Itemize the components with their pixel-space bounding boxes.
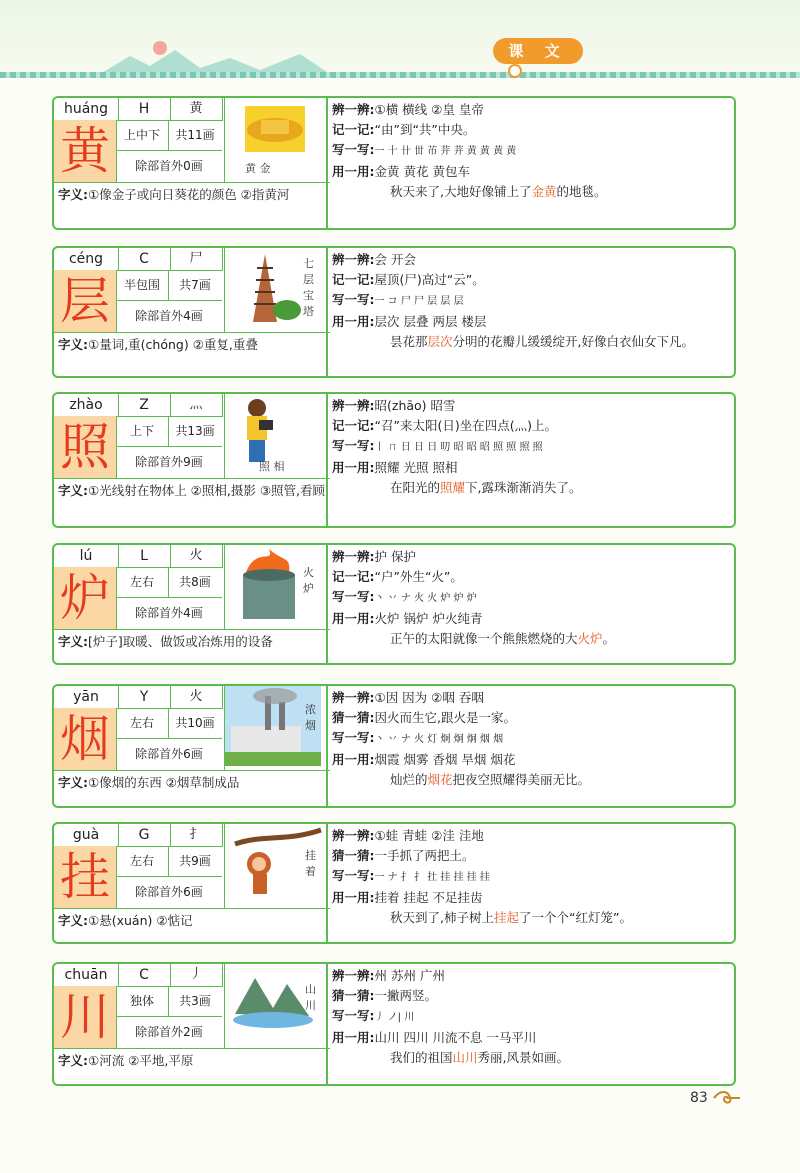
- main-character: 川: [54, 986, 117, 1048]
- exercise-key: 用一用:: [332, 752, 375, 767]
- exercise-key: 猜一猜:: [332, 988, 375, 1003]
- meaning: [54, 182, 330, 207]
- char-card: [52, 822, 736, 944]
- exercise-row: [332, 162, 730, 182]
- exercise-key: 写一写:: [332, 142, 375, 157]
- meaning-text: ①河流 ②平地,平原: [88, 1053, 194, 1068]
- exercise-value: 照耀 光照 照相: [374, 460, 458, 475]
- meaning: [54, 908, 330, 933]
- exercise-row: [332, 436, 730, 458]
- radical: 丿: [170, 964, 223, 987]
- exercise-key: 用一用:: [332, 890, 375, 905]
- exercise-panel: [332, 826, 730, 928]
- page-number: 83: [690, 1090, 708, 1106]
- sentence-highlight: 挂起: [493, 910, 519, 925]
- exercise-key: 辨一辨:: [332, 828, 375, 843]
- sentence-start: 秋天来了,大地好像铺上了: [390, 184, 532, 199]
- exercise-row: [332, 458, 730, 478]
- exercise-value: 护 保护: [374, 549, 416, 564]
- meaning-label: 字义:: [58, 187, 88, 202]
- illustration-label: 黄 金: [245, 162, 271, 175]
- char-info-panel: [54, 248, 328, 376]
- char-card: [52, 684, 736, 808]
- example-sentence: [332, 629, 730, 649]
- swirl-icon: [712, 1090, 742, 1106]
- initial-letter: Y: [118, 686, 171, 709]
- main-character: 黄: [54, 120, 117, 182]
- sentence-start: 在阳光的: [390, 480, 441, 495]
- meaning-label: 字义:: [58, 913, 88, 928]
- exercise-value: 屋顶(尸)高过“云”。: [374, 272, 485, 287]
- strokes-excluding-radical: 除部首外9画: [135, 455, 203, 469]
- strokes-excluding-radical: 除部首外6画: [135, 747, 203, 761]
- meaning-label: 字义:: [58, 634, 88, 649]
- exercise-row: [332, 290, 730, 312]
- exercise-value: 层次 层叠 两层 楼层: [374, 314, 487, 329]
- structure: 上中下: [116, 120, 169, 151]
- char-info-panel: [54, 545, 328, 663]
- sentence-start: 正午的太阳就像一个熊熊燃烧的大: [390, 631, 578, 646]
- exercise-value: 因火而生它,跟火是一家。: [374, 710, 516, 725]
- strokes-excluding-radical: 除部首外6画: [135, 885, 203, 899]
- exercise-value: 会 开会: [374, 252, 416, 267]
- exercise-row: [332, 547, 730, 567]
- stroke-order: 丨 ㄇ 日 日 日 旫 昭 昭 昭 照 照 照 照: [374, 442, 543, 453]
- main-character: 烟: [54, 708, 117, 770]
- exercise-row: [332, 866, 730, 888]
- exercise-key: 用一用:: [332, 460, 375, 475]
- exercise-key: 辨一辨:: [332, 398, 375, 413]
- exercise-value: “由”到“共”中央。: [374, 122, 476, 137]
- meaning: [54, 1048, 330, 1073]
- exercise-key: 记一记:: [332, 272, 375, 287]
- sentence-end: 的地毯。: [556, 184, 607, 199]
- sentence-highlight: 层次: [427, 334, 453, 349]
- exercise-row: [332, 587, 730, 609]
- initial-letter: C: [118, 248, 171, 271]
- meaning-text: ①像烟的东西 ②烟草制成品: [88, 775, 240, 790]
- exercise-row: [332, 396, 730, 416]
- strokes-excluding-radical: 除部首外0画: [135, 159, 203, 173]
- illustration: [224, 964, 327, 1048]
- exercise-row: [332, 728, 730, 750]
- initial-letter: L: [118, 545, 171, 568]
- stroke-order: 丶 丷 ナ 火 火 炉 炉 炉: [374, 593, 477, 604]
- pinyin: chuān: [54, 964, 119, 987]
- meaning: [54, 770, 330, 795]
- initial-letter: H: [118, 98, 171, 121]
- radical: 火: [170, 686, 223, 709]
- radical: 尸: [170, 248, 223, 271]
- exercise-value: ①横 横线 ②皇 皇帝: [374, 102, 484, 117]
- meaning-text: [炉子]取暖、做饭或冶炼用的设备: [88, 634, 273, 649]
- char-info-panel: [54, 686, 328, 806]
- exercise-panel: [332, 250, 730, 352]
- char-info-panel: [54, 824, 328, 942]
- exercise-panel: [332, 688, 730, 790]
- radical: 黄: [170, 98, 223, 121]
- pinyin: céng: [54, 248, 119, 271]
- exercise-key: 辨一辨:: [332, 690, 375, 705]
- illustration: [224, 98, 327, 182]
- stroke-order: 丶 丷 ナ 火 灯 炯 炯 炯 烟 烟: [374, 734, 504, 745]
- example-sentence: [332, 908, 730, 928]
- main-character: 照: [54, 416, 117, 478]
- char-card: [52, 392, 736, 528]
- exercise-panel: [332, 966, 730, 1068]
- sentence-highlight: 金黄: [531, 184, 557, 199]
- char-card: [52, 96, 736, 230]
- exercise-row: [332, 1028, 730, 1048]
- exercise-key: 记一记:: [332, 569, 375, 584]
- exercise-value: “召”来太阳(日)坐在四点(灬)上。: [374, 418, 557, 433]
- exercise-row: [332, 846, 730, 866]
- meaning-label: 字义:: [58, 775, 88, 790]
- exercise-key: 记一记:: [332, 122, 375, 137]
- exercise-row: [332, 750, 730, 770]
- pinyin: yān: [54, 686, 119, 709]
- strokes-excluding-radical: 除部首外2画: [135, 1025, 203, 1039]
- illustration-label: 挂着: [305, 849, 316, 878]
- exercise-row: [332, 567, 730, 587]
- illustration: [224, 545, 327, 629]
- sentence-highlight: 火炉: [577, 631, 603, 646]
- exercise-value: ①蛙 青蛙 ②洼 洼地: [374, 828, 484, 843]
- stroke-count: 共3画: [168, 986, 222, 1017]
- structure: 左右: [116, 567, 169, 598]
- exercise-key: 辨一辨:: [332, 252, 375, 267]
- example-sentence: [332, 1048, 730, 1068]
- radical: 火: [170, 545, 223, 568]
- exercise-key: 写一写:: [332, 1008, 375, 1023]
- exercise-value: ①因 因为 ②咽 吞咽: [374, 690, 484, 705]
- stroke-order: 一 十 卄 丗 芇 茾 茾 黄 黄 黄 黄: [374, 146, 517, 157]
- main-character: 挂: [54, 846, 117, 908]
- pinyin: lú: [54, 545, 119, 568]
- illustration: [224, 394, 327, 478]
- exercise-row: [332, 688, 730, 708]
- sentence-end: 。: [602, 631, 616, 646]
- stroke-count: 共13画: [168, 416, 222, 447]
- main-character: 层: [54, 270, 117, 332]
- main-character: 炉: [54, 567, 117, 629]
- exercise-row: [332, 120, 730, 140]
- exercise-row: [332, 888, 730, 908]
- illustration-label: 七层宝塔: [303, 257, 314, 318]
- exercise-key: 用一用:: [332, 611, 375, 626]
- structure: 半包围: [116, 270, 169, 301]
- sentence-start: 昙花那: [390, 334, 428, 349]
- exercise-key: 写一写:: [332, 730, 375, 745]
- illustration-label: 浓烟: [305, 703, 316, 732]
- exercise-panel: [332, 396, 730, 498]
- meaning: [54, 629, 330, 654]
- stroke-count: 共11画: [168, 120, 222, 151]
- illustration: [224, 248, 327, 332]
- meaning-label: 字义:: [58, 1053, 88, 1068]
- meaning-text: ①光线射在物体上 ②照相,摄影 ③照管,看顾: [88, 483, 326, 498]
- meaning-label: 字义:: [58, 337, 88, 352]
- initial-letter: C: [118, 964, 171, 987]
- stroke-count: 共9画: [168, 846, 222, 877]
- sentence-start: 秋天到了,柿子树上: [390, 910, 494, 925]
- exercise-row: [332, 986, 730, 1006]
- sentence-end: 了一个个“红灯笼”。: [519, 910, 632, 925]
- exercise-key: 写一写:: [332, 438, 375, 453]
- exercise-key: 辨一辨:: [332, 102, 375, 117]
- tab-marker-icon: [508, 64, 522, 78]
- initial-letter: Z: [118, 394, 171, 417]
- char-info-panel: [54, 98, 328, 228]
- exercise-key: 写一写:: [332, 868, 375, 883]
- strokes-excluding-radical: 除部首外4画: [135, 606, 203, 620]
- sentence-start: 灿烂的: [390, 772, 428, 787]
- meaning: [54, 332, 330, 357]
- exercise-row: [332, 826, 730, 846]
- char-card: [52, 543, 736, 665]
- exercise-key: 猜一猜:: [332, 848, 375, 863]
- exercise-row: [332, 1006, 730, 1028]
- sentence-highlight: 烟花: [427, 772, 453, 787]
- exercise-value: 昭(zhāo) 昭雪: [374, 398, 456, 413]
- exercise-row: [332, 416, 730, 436]
- exercise-key: 用一用:: [332, 314, 375, 329]
- strokes-excluding-radical: 除部首外4画: [135, 309, 203, 323]
- sentence-end: 分明的花瓣儿缓缓绽开,好像白衣仙女下凡。: [452, 334, 695, 349]
- exercise-key: 记一记:: [332, 418, 375, 433]
- char-info-panel: [54, 964, 328, 1084]
- exercise-value: 州 苏州 广州: [374, 968, 445, 983]
- structure: 左右: [116, 846, 169, 877]
- exercise-key: 猜一猜:: [332, 710, 375, 725]
- pinyin: huáng: [54, 98, 119, 121]
- sentence-highlight: 山川: [452, 1050, 478, 1065]
- exercise-key: 写一写:: [332, 292, 375, 307]
- example-sentence: [332, 182, 730, 202]
- illustration-label: 火炉: [303, 566, 314, 595]
- exercise-row: [332, 708, 730, 728]
- meaning-text: ①量词,重(chóng) ②重复,重叠: [88, 337, 258, 352]
- exercise-value: 一手抓了两把土。: [374, 848, 475, 863]
- char-card: [52, 246, 736, 378]
- exercise-value: 山川 四川 川流不息 一马平川: [374, 1030, 537, 1045]
- structure: 左右: [116, 708, 169, 739]
- exercise-value: 金黄 黄花 黄包车: [374, 164, 470, 179]
- exercise-row: [332, 609, 730, 629]
- exercise-value: “户”外生“火”。: [374, 569, 463, 584]
- pinyin: zhào: [54, 394, 119, 417]
- sentence-highlight: 照耀: [440, 480, 466, 495]
- meaning-text: ①悬(xuán) ②惦记: [88, 913, 193, 928]
- exercise-key: 辨一辨:: [332, 968, 375, 983]
- illustration-label: 照 相: [259, 460, 285, 473]
- exercise-value: 一撇两竖。: [374, 988, 438, 1003]
- char-info-panel: [54, 394, 328, 526]
- example-sentence: [332, 770, 730, 790]
- stroke-order: 一 コ 尸 尸 层 层 层: [374, 296, 464, 307]
- pinyin: guà: [54, 824, 119, 847]
- exercise-value: 挂着 挂起 不足挂齿: [374, 890, 483, 905]
- sentence-end: 秀丽,风景如画。: [477, 1050, 570, 1065]
- exercise-panel: [332, 100, 730, 202]
- exercise-value: 火炉 锅炉 炉火纯青: [374, 611, 483, 626]
- exercise-row: [332, 140, 730, 162]
- stroke-count: 共8画: [168, 567, 222, 598]
- exercise-panel: [332, 547, 730, 649]
- meaning-label: 字义:: [58, 483, 88, 498]
- sentence-end: 把夜空照耀得美丽无比。: [452, 772, 591, 787]
- section-tab: 课 文: [493, 38, 583, 64]
- header-divider: [0, 72, 800, 78]
- illustration-label: 山川: [305, 983, 316, 1012]
- structure: 独体: [116, 986, 169, 1017]
- example-sentence: [332, 478, 730, 498]
- initial-letter: G: [118, 824, 171, 847]
- exercise-value: 烟霞 烟雾 香烟 旱烟 烟花: [374, 752, 516, 767]
- exercise-key: 辨一辨:: [332, 549, 375, 564]
- hills-decoration: [100, 40, 330, 76]
- stroke-count: 共7画: [168, 270, 222, 301]
- sentence-start: 我们的祖国: [390, 1050, 453, 1065]
- meaning: [54, 478, 330, 503]
- stroke-count: 共10画: [168, 708, 222, 739]
- radical: 灬: [170, 394, 223, 417]
- illustration: [224, 686, 327, 770]
- stroke-order: 一 ナ 扌 扌 扗 挂 挂 挂 挂: [374, 872, 490, 883]
- exercise-row: [332, 312, 730, 332]
- illustration: [224, 824, 327, 908]
- char-card: [52, 962, 736, 1086]
- stroke-order: 丿 ノ| 川: [374, 1012, 415, 1023]
- radical: 扌: [170, 824, 223, 847]
- sentence-end: 下,露珠渐渐消失了。: [465, 480, 582, 495]
- exercise-row: [332, 270, 730, 290]
- exercise-key: 写一写:: [332, 589, 375, 604]
- exercise-row: [332, 100, 730, 120]
- exercise-key: 用一用:: [332, 164, 375, 179]
- meaning-text: ①像金子或向日葵花的颜色 ②指黄河: [88, 187, 290, 202]
- structure: 上下: [116, 416, 169, 447]
- exercise-row: [332, 966, 730, 986]
- exercise-row: [332, 250, 730, 270]
- example-sentence: [332, 332, 730, 352]
- exercise-key: 用一用:: [332, 1030, 375, 1045]
